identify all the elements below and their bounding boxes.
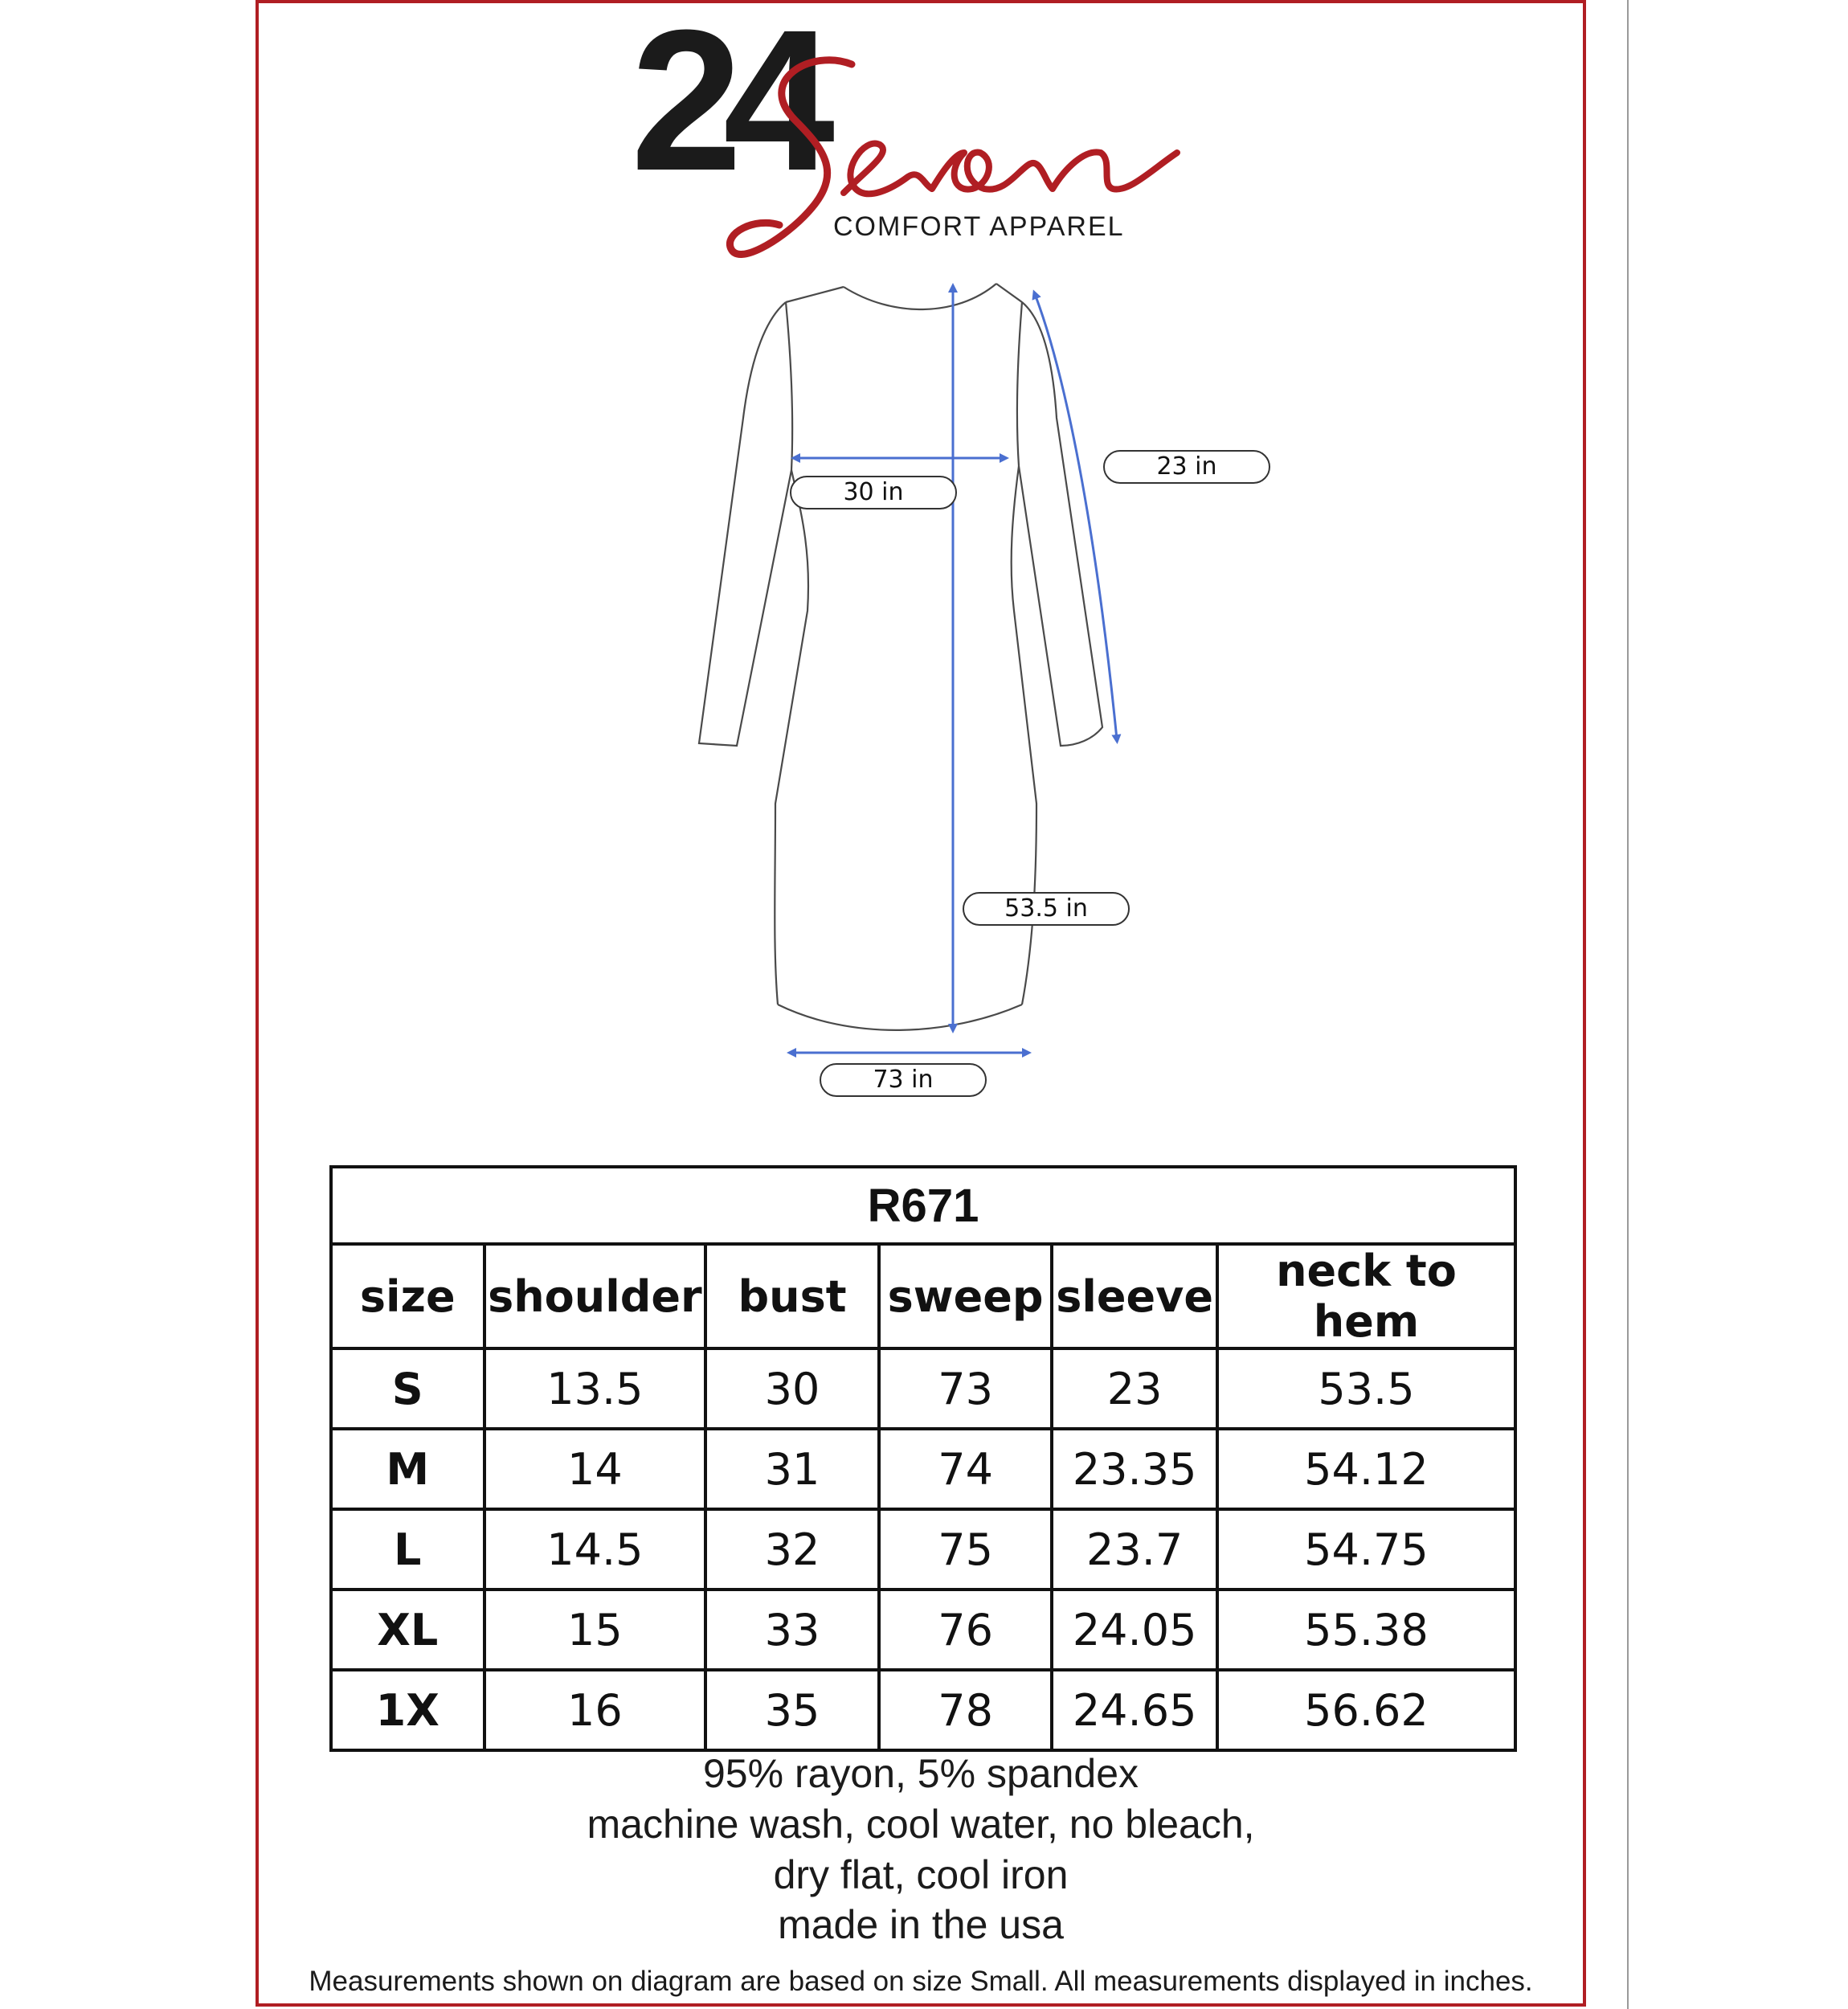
- header-sweep: sweep: [879, 1244, 1053, 1348]
- table-row: [331, 1348, 1515, 1429]
- size-cell: L: [331, 1509, 484, 1590]
- neck-to-hem-cell: 55.38: [1217, 1590, 1515, 1670]
- bust-cell: 32: [705, 1509, 879, 1590]
- fabric-content: 95% rayon, 5% spandex: [702, 1751, 1139, 1796]
- care-instructions-dry: dry flat, cool iron: [773, 1852, 1069, 1897]
- sleeve-cell: 24.05: [1052, 1590, 1217, 1670]
- table-header-row: [331, 1244, 1515, 1348]
- header-size: size: [331, 1244, 484, 1348]
- size-cell: 1X: [331, 1670, 484, 1750]
- measurement-footnote: Measurements shown on diagram are based on size Small. All measurements displayed in inches.: [309, 1966, 1533, 1997]
- table-row: [331, 1590, 1515, 1670]
- bust-cell: 31: [705, 1429, 879, 1509]
- shoulder-cell: 14.5: [484, 1509, 706, 1590]
- shoulder-cell: 13.5: [484, 1348, 706, 1429]
- header-shoulder: shoulder: [484, 1244, 706, 1348]
- sleeve-cell: 23.35: [1052, 1429, 1217, 1509]
- sleeve-cell: 24.65: [1052, 1670, 1217, 1750]
- neck-to-hem-cell: 54.75: [1217, 1509, 1515, 1590]
- table-row: [331, 1509, 1515, 1590]
- header-sleeve: sleeve: [1052, 1244, 1217, 1348]
- shoulder-cell: 15: [484, 1590, 706, 1670]
- neck-to-hem-cell: 56.62: [1217, 1670, 1515, 1750]
- header-bust: bust: [705, 1244, 879, 1348]
- bust-cell: 30: [705, 1348, 879, 1429]
- logo-number: 24: [631, 0, 816, 212]
- origin-text: made in the usa: [778, 1902, 1064, 1947]
- sweep-cell: 75: [879, 1509, 1053, 1590]
- sweep-measure-label: 73 in: [820, 1063, 987, 1097]
- header-neck-to-hem: neck to hem: [1217, 1244, 1515, 1348]
- bust-cell: 35: [705, 1670, 879, 1750]
- size-cell: S: [331, 1348, 484, 1429]
- size-cell: XL: [331, 1590, 484, 1670]
- sleeve-measure-line: [1035, 294, 1117, 739]
- care-instructions-wash: machine wash, cool water, no bleach,: [587, 1802, 1255, 1847]
- sleeve-cell: 23.7: [1052, 1509, 1217, 1590]
- shoulder-cell: 16: [484, 1670, 706, 1750]
- size-cell: M: [331, 1429, 484, 1509]
- table-row: [331, 1670, 1515, 1750]
- neck-to-hem-cell: 54.12: [1217, 1429, 1515, 1509]
- measure-lines: [791, 288, 1117, 1053]
- size-chart-table: [329, 1165, 1517, 1752]
- style-number: R671: [331, 1167, 1515, 1244]
- shoulder-cell: 14: [484, 1429, 706, 1509]
- sweep-cell: 73: [879, 1348, 1053, 1429]
- bust-cell: 33: [705, 1590, 879, 1670]
- neck-to-hem-cell: 53.5: [1217, 1348, 1515, 1429]
- bust-measure-label: 30 in: [790, 476, 957, 509]
- logo-tagline: COMFORT APPAREL: [833, 211, 1125, 242]
- table-row: [331, 1429, 1515, 1509]
- sleeve-cell: 23: [1052, 1348, 1217, 1429]
- sleeve-measure-label: 23 in: [1103, 450, 1270, 484]
- sweep-cell: 76: [879, 1590, 1053, 1670]
- sweep-cell: 74: [879, 1429, 1053, 1509]
- length-measure-label: 53.5 in: [963, 892, 1130, 926]
- sweep-cell: 78: [879, 1670, 1053, 1750]
